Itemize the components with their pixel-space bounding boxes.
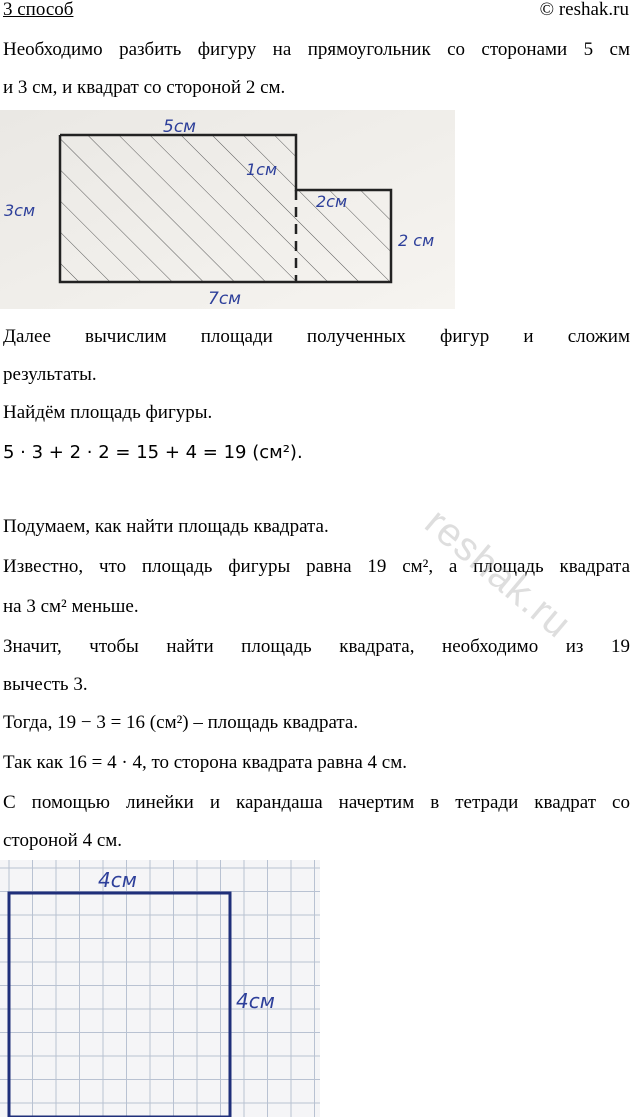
side-line: Так как 16 = 4 · 4, то сторона квадрата равна 4 см. xyxy=(3,752,408,773)
result-line: Тогда, 19 − 3 = 16 (см²) – площадь квадрата. xyxy=(3,712,359,733)
figure-square-4cm xyxy=(0,860,320,1117)
next-line-1: Далее вычислим площади полученных фигур и сложим xyxy=(3,326,630,347)
calc-formula: 5 · 3 + 2 · 2 = 15 + 4 = 19 (см²). xyxy=(3,442,303,463)
watermark-text: reshak.ru xyxy=(416,500,580,647)
label-right-2cm: 2 см xyxy=(398,231,435,250)
square-label-right: 4см xyxy=(236,989,275,1013)
large-rectangle-hatch xyxy=(60,135,296,282)
then-line-1: Значит, чтобы найти площадь квадрата, необходимо из 19 xyxy=(3,636,630,657)
site-copyright: © reshak.ru xyxy=(539,0,629,20)
draw-line-1: С помощью линейки и карандаша начертим в тетради квадрат со xyxy=(3,792,630,813)
label-step-2cm: 2см xyxy=(316,192,348,211)
then-line-2: вычесть 3. xyxy=(3,674,88,695)
think-line: Подумаем, как найти площадь квадрата. xyxy=(3,516,329,537)
label-top-5cm: 5см xyxy=(163,117,196,137)
intro-line-1: Необходимо разбить фигуру на прямоугольник со сторонами 5 см xyxy=(3,39,630,60)
known-line-1: Известно, что площадь фигуры равна 19 см², а площадь квадрата xyxy=(3,556,630,577)
method-heading: 3 способ xyxy=(3,0,74,20)
label-left-3cm: 3см xyxy=(4,201,36,220)
label-bottom-7cm: 7см xyxy=(208,289,241,309)
draw-line-2: стороной 4 см. xyxy=(3,830,123,851)
intro-line-2: и 3 см, и квадрат со стороной 2 см. xyxy=(3,77,286,98)
next-line-2: результаты. xyxy=(3,364,97,385)
known-line-2: на 3 см² меньше. xyxy=(3,596,139,617)
figure-composite-shape xyxy=(0,110,455,309)
label-inner-1cm: 1см xyxy=(246,160,278,179)
find-area: Найдём площадь фигуры. xyxy=(3,402,213,423)
square-label-top: 4см xyxy=(98,868,137,892)
